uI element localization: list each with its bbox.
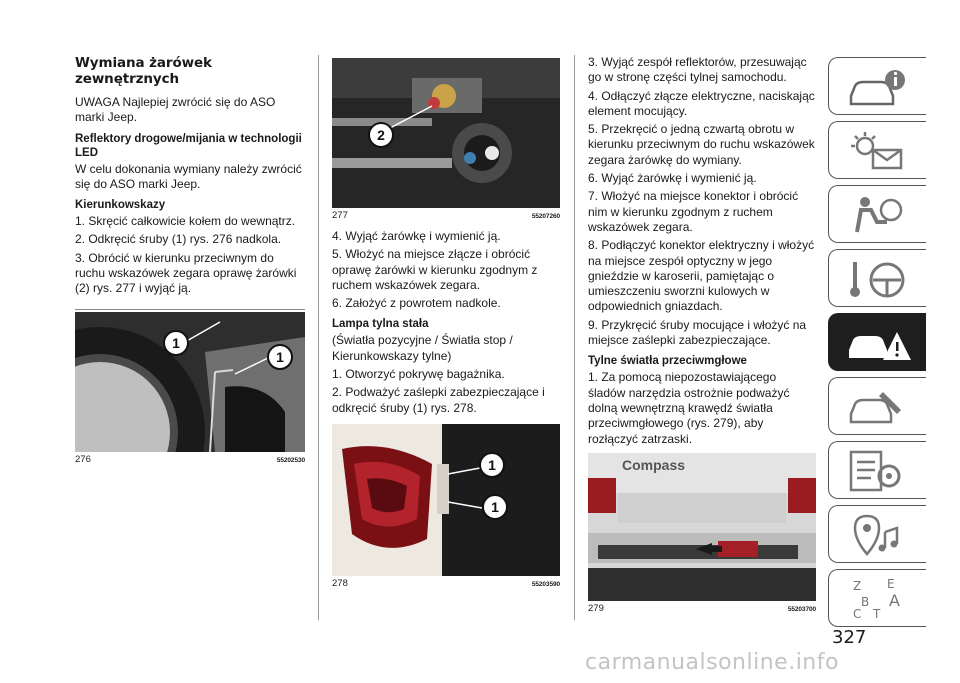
figure-276 (75, 309, 305, 465)
figure-279 (588, 453, 816, 614)
figure-277 (332, 58, 560, 221)
figure-caption (332, 578, 560, 589)
index-letter: A (889, 591, 900, 610)
watermark: carmanualsonline.info (585, 650, 839, 675)
step-text: 4. Wyjąć żarówkę i wymienić ją. (332, 229, 501, 243)
tab-maintenance[interactable] (828, 377, 926, 435)
multimedia-icon (843, 512, 913, 558)
index-letter: T (873, 607, 881, 621)
figure-code: 55202530 (276, 456, 305, 464)
chapter-tabs (828, 57, 926, 633)
index-letter: B (861, 595, 870, 609)
callout-1: 1 (479, 452, 505, 478)
index-letter: E (887, 577, 895, 591)
step-text: 8. Podłączyć konektor elektryczny i włożyć na miejsce zespół optyczny w jego gnieździe w karoserii, pamiętając o umieszczeniu sworzni kulowych w odpowiednich gniazdach. (588, 238, 815, 314)
figure-code: 55203700 (787, 605, 816, 613)
compass-badge: Compass (622, 456, 686, 473)
callout-1: 1 (163, 330, 189, 356)
safety-airbag-icon (843, 192, 913, 238)
section-title: Wymiana żarówek zewnętrznych (75, 55, 212, 87)
tab-index[interactable] (828, 569, 926, 627)
rear-lamp-photo (332, 424, 560, 576)
step-text: 6. Założyć z powrotem nadkole. (332, 296, 501, 311)
tab-emergency[interactable] (828, 313, 926, 371)
figure-caption (332, 210, 560, 221)
headlamp-bulb-photo (332, 58, 560, 208)
figure-code: 55203590 (531, 580, 560, 588)
step-text: 4. Odłączyć złącze elektryczne, naciskając element mocujący. (588, 88, 815, 118)
column-1 (75, 55, 305, 473)
figure-277-image (332, 58, 560, 208)
heading-led-headlights: Reflektory drogowe/mijania w technologii LED (75, 132, 302, 159)
tab-safety[interactable] (828, 185, 926, 243)
tab-car-info[interactable] (828, 57, 926, 115)
figure-number: 279 (588, 602, 604, 614)
figure-number: 277 (332, 210, 348, 221)
column-3 (588, 55, 816, 622)
callout-1: 1 (482, 494, 508, 520)
step-text: 1. Za pomocą niepozostawiającego śladów narzędzia ostrożnie podważyć dolną wewnętrzną krawędź światła przeciwmgłowego (rys. 279), aby rozłączyć zatrzaski. (588, 370, 790, 446)
maintenance-icon (843, 384, 913, 430)
led-headlights-text: W celu dokonania wymiany należy zwrócić się do ASO marki Jeep. (75, 161, 302, 191)
tab-multimedia[interactable] (828, 505, 926, 563)
callout-1: 1 (267, 344, 293, 370)
index-icon (843, 576, 913, 622)
step-text: 6. Wyjąć żarówkę i wymienić ją. (588, 171, 757, 186)
figure-279-image (588, 453, 816, 601)
heading-rear-lamp: Lampa tylna stała (332, 318, 429, 331)
step-text: 5. Włożyć na miejsce złącze i obrócić oprawę żarówki w kierunku zgodnym z ruchem wskazówek zegara. (332, 247, 538, 292)
callout-2: 2 (368, 122, 394, 148)
tab-starting-driving[interactable] (828, 249, 926, 307)
technical-data-icon (843, 448, 913, 494)
step-text: 3. Wyjąć zespół reflektorów, przesuwając go w stronę części tylnej samochodu. (588, 55, 807, 85)
warning-lights-icon (843, 128, 913, 174)
figure-number: 276 (75, 453, 91, 465)
wheel-arch-photo (75, 312, 305, 452)
emergency-icon (843, 320, 913, 366)
heading-rear-fog-lights: Tylne światła przeciwmgłowe (588, 355, 747, 368)
step-text: 7. Włożyć na miejsce konektor i obrócić nim w kierunku zgodnym z ruchem wskazówek zegara. (588, 189, 799, 234)
figure-number: 278 (332, 577, 348, 589)
step-text: 2. Odkręcić śruby (1) rys. 276 nadkola. (75, 232, 282, 247)
step-text: 2. Podważyć zaślepki zabezpieczające i odkręcić śruby (1) rys. 278. (332, 385, 545, 415)
figure-code: 55207260 (531, 213, 560, 220)
column-divider (574, 55, 575, 620)
figure-276-image (75, 312, 305, 452)
figure-caption (588, 603, 816, 614)
column-2 (332, 58, 560, 597)
tab-technical-data[interactable] (828, 441, 926, 499)
page-number: 327 (832, 627, 867, 648)
figure-278-image (332, 424, 560, 576)
figure-caption (75, 454, 305, 465)
index-letter: Z (853, 579, 862, 593)
rear-lamp-subtitle: (Światła pozycyjne / Światła stop / Kierunkowskazy tylne) (332, 333, 513, 363)
step-text: 5. Przekręcić o jedną czwartą obrotu w kierunku przeciwnym do ruchu wskazówek zegara żarówkę do wymiany. (588, 122, 815, 167)
index-letter: C (853, 607, 862, 621)
starting-driving-icon (843, 256, 913, 302)
note-text: UWAGA Najlepiej zwrócić się do ASO marki Jeep. (75, 95, 276, 125)
step-text: 9. Przykręcić śruby mocujące i włożyć na miejsce zaślepki zabezpieczające. (588, 317, 807, 348)
heading-direction-indicators: Kierunkowskazy (75, 199, 166, 212)
car-info-icon (843, 64, 913, 110)
step-text: 1. Otworzyć pokrywę bagażnika. (332, 367, 505, 382)
step-text: 3. Obrócić w kierunku przeciwnym do ruchu wskazówek zegara oprawę żarówki (2) rys. 277 i wyjąć ją. (75, 250, 297, 296)
step-text: 1. Skręcić całkowicie kołem do wewnątrz. (75, 214, 296, 229)
column-divider (318, 55, 319, 620)
tab-warning-lights[interactable] (828, 121, 926, 179)
rear-bumper-photo (588, 453, 816, 601)
figure-278 (332, 424, 560, 589)
